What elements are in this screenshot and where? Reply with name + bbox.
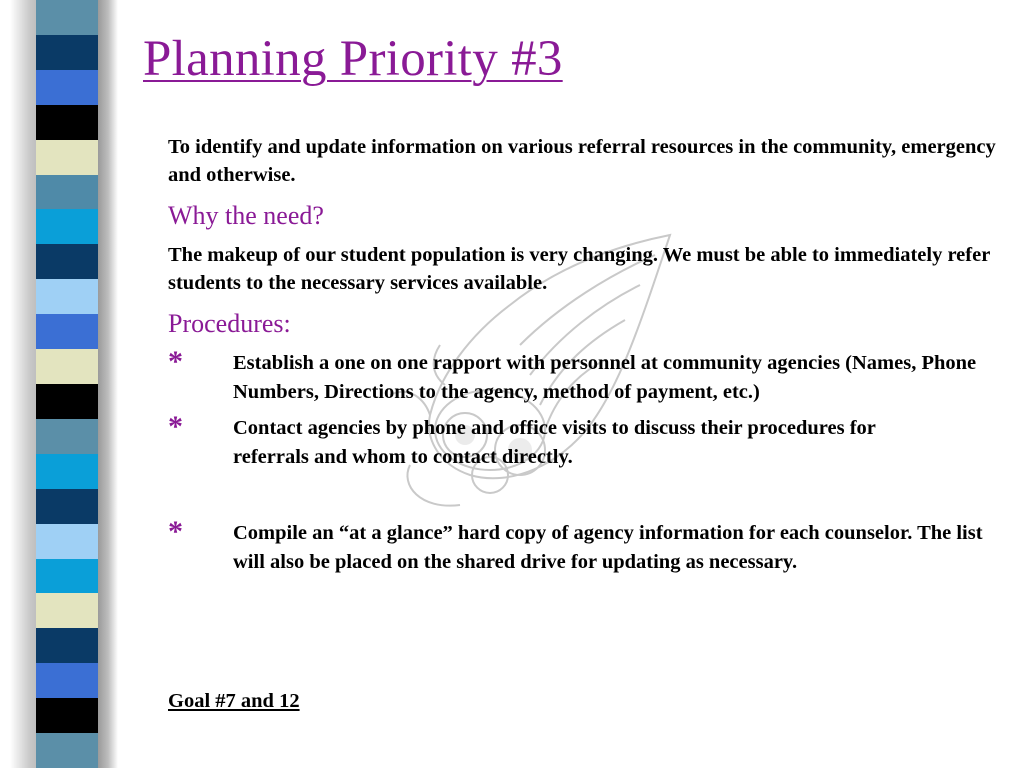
stripe-segment (36, 698, 98, 733)
stripe-segment (36, 524, 98, 559)
procedure-text: Compile an “at a glance” hard copy of agency information for each counselor. The list will also be placed on the shared drive for updating as necessary. (233, 522, 983, 573)
need-text: The makeup of our student population is very changing. We must be able to immediately refer students to the necessary services available. (168, 244, 990, 294)
stripe-segment (36, 628, 98, 663)
procedure-text: Contact agencies by phone and office visits to discuss their procedures for referrals and whom to contact directly. (233, 417, 876, 468)
stripe-segment (36, 209, 98, 244)
stripe-segment (36, 279, 98, 314)
stripe-segment (36, 105, 98, 140)
left-decorative-stripes (36, 0, 98, 768)
page-title: Planning Priority #3 (143, 31, 563, 87)
intro-text: To identify and update information on various referral resources in the community, emergency and otherwise. (168, 136, 996, 186)
stripe-segment (36, 35, 98, 70)
stripe-segment (36, 559, 98, 594)
stripe-segment (36, 663, 98, 698)
bullet-star-icon: * (168, 410, 183, 443)
stripe-segment (36, 175, 98, 210)
stripe-segment (36, 454, 98, 489)
stripe-segment (36, 733, 98, 768)
goal-reference: Goal #7 and 12 (168, 690, 300, 712)
list-item (168, 410, 933, 472)
stripe-segment (36, 349, 98, 384)
need-heading: Why the need? (168, 201, 324, 230)
procedures-heading: Procedures: (168, 309, 291, 338)
stripe-segment (36, 140, 98, 175)
bullet-star-icon: * (168, 515, 183, 548)
slide-body (168, 133, 998, 577)
stripe-segment (36, 593, 98, 628)
list-item (168, 515, 1013, 577)
stripe-segment (36, 0, 98, 35)
stripe-segment (36, 70, 98, 105)
list-item (168, 345, 1013, 407)
stripe-segment (36, 314, 98, 349)
bullet-star-icon: * (168, 345, 183, 378)
procedure-text: Establish a one on one rapport with personnel at community agencies (Names, Phone Numbers, Directions to the agency, method of payment, etc.) (233, 352, 977, 403)
stripe-segment (36, 384, 98, 419)
stripe-segment (36, 419, 98, 454)
stripe-segment (36, 489, 98, 524)
stripe-segment (36, 244, 98, 279)
